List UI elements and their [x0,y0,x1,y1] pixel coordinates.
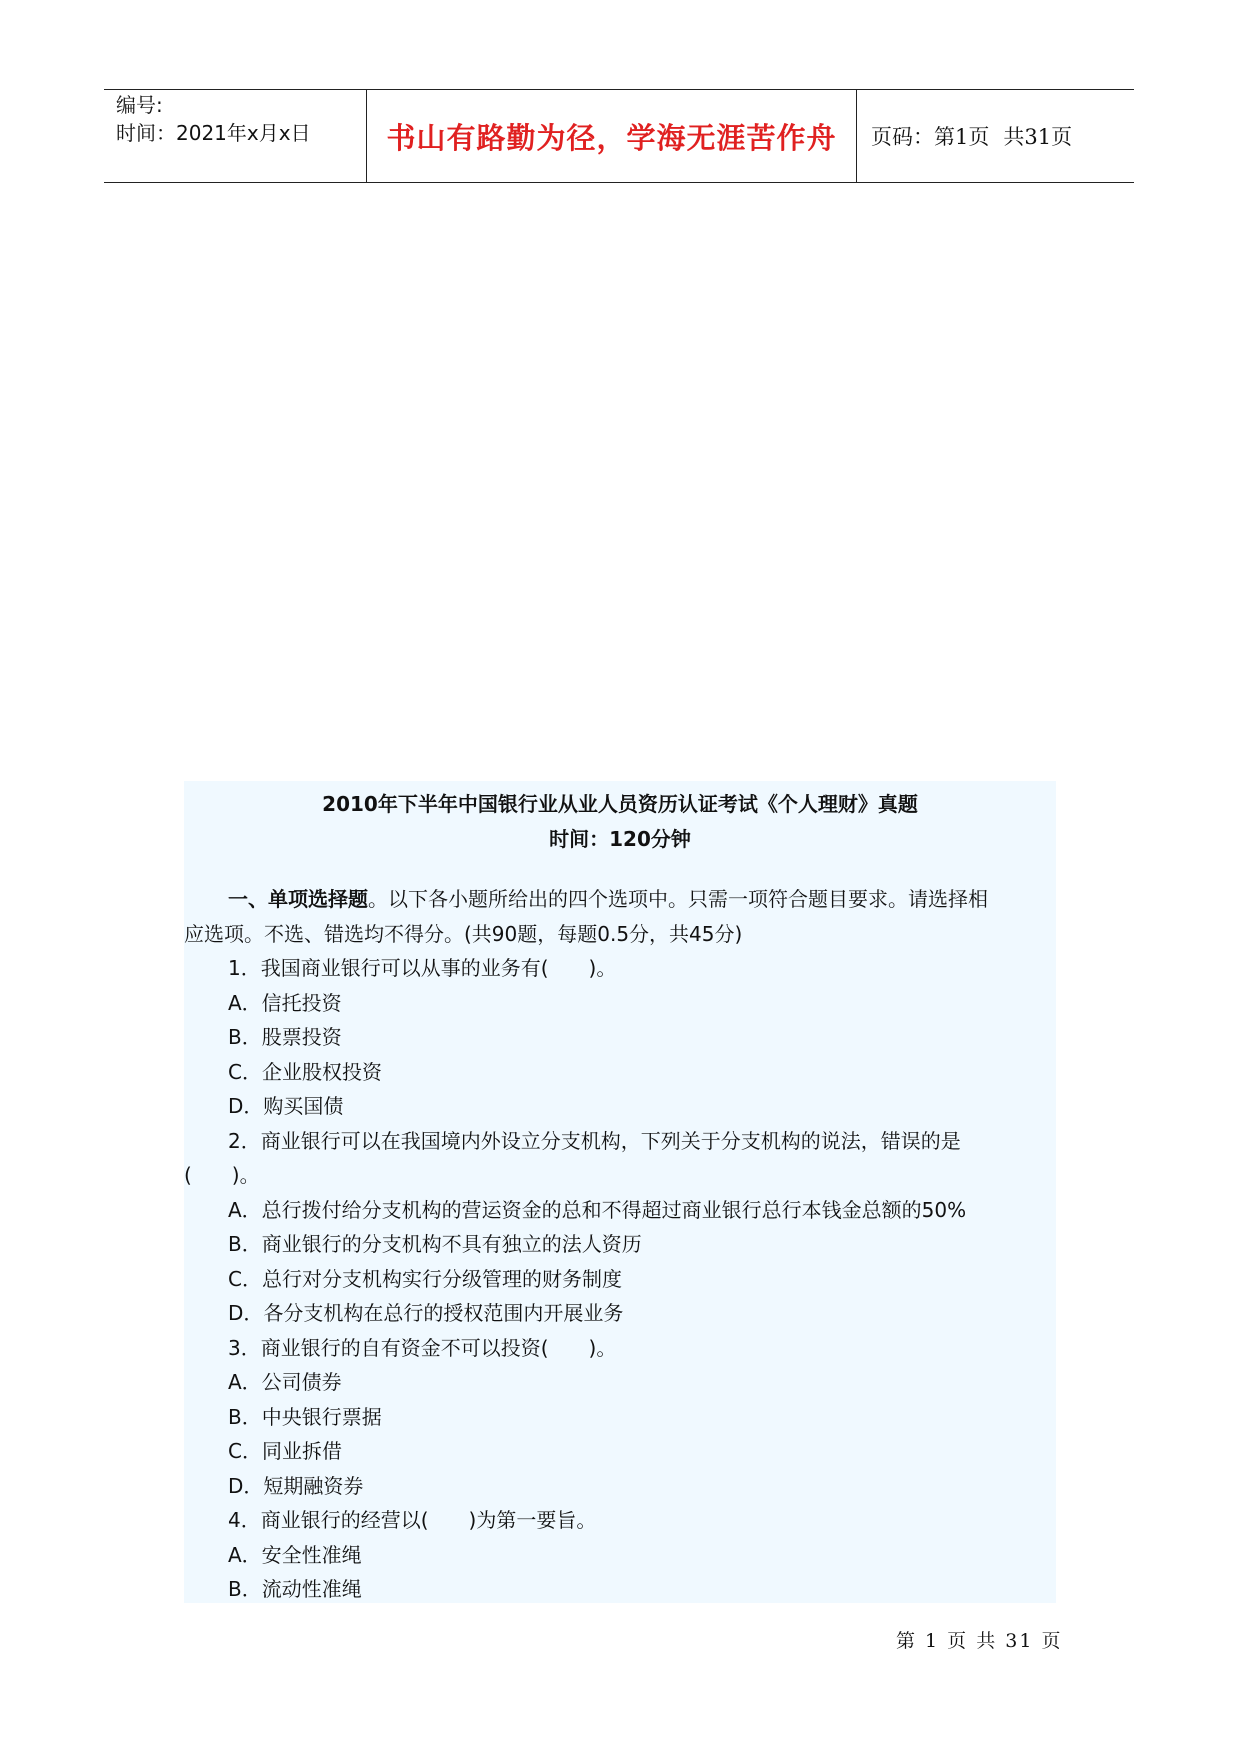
option-line: C．企业股权投资 [228,1059,382,1084]
option-line: A．安全性准绳 [228,1542,362,1567]
document-header [104,89,1134,183]
section-intro-text: 。以下各小题所给出的四个选项中。只需一项符合题目要求。请选择相 [368,887,988,911]
option-line: D．各分支机构在总行的授权范围内开展业务 [228,1301,624,1325]
option-line: C．同业拆借 [228,1439,342,1463]
number-label: 编号: [116,93,163,117]
question-line: 1．我国商业银行可以从事的业务有( )。 [228,956,617,980]
section-heading: 一、单项选择题 [228,887,368,911]
option-line: A．信托投资 [228,990,342,1015]
option-line: D．购买国债 [228,1094,344,1118]
option-line: B．股票投资 [228,1025,342,1049]
exam-title: 2010年下半年中国银行业从业人员资历认证考试《个人理财》真题 [322,792,918,816]
question-line: 2．商业银行可以在我国境内外设立分支机构，下列关于分支机构的说法，错误的是 [228,1128,961,1153]
option-line: A．总行拨付给分支机构的营运资金的总和不得超过商业银行总行本钱金总额的50% [228,1197,967,1222]
option-line: B．商业银行的分支机构不具有独立的法人资历 [228,1232,642,1256]
question-line: 4．商业银行的经营以( )为第一要旨。 [228,1508,597,1532]
page-total: 共31页 [1003,125,1073,149]
page-label: 页码：第1页 [871,125,990,149]
option-line: A．公司债券 [228,1370,342,1394]
exam-content [184,781,1056,1603]
header-motto: 书山有路勤为径，学海无涯苦作舟 [367,90,857,182]
option-line: B．中央银行票据 [228,1404,382,1429]
section-intro-line1 [184,882,1056,917]
time-label: 时间：2021年x月x日 [116,121,311,145]
page-footer: 第 1 页 共 31 页 [896,1630,1063,1652]
question-line: 3．商业银行的自有资金不可以投资( )。 [228,1335,617,1360]
question-wrap-line: ( )。 [184,1163,260,1187]
section-intro-line2: 应选项。不选、错选均不得分。(共90题，每题0.5分，共45分) [184,921,743,946]
header-meta [104,90,367,182]
option-line: D．短期融资券 [228,1473,364,1498]
exam-time: 时间：120分钟 [549,827,691,851]
option-line: C．总行对分支机构实行分级管理的财务制度 [228,1266,622,1291]
option-line: B．流动性准绳 [228,1577,362,1601]
header-page-info [857,90,1134,182]
